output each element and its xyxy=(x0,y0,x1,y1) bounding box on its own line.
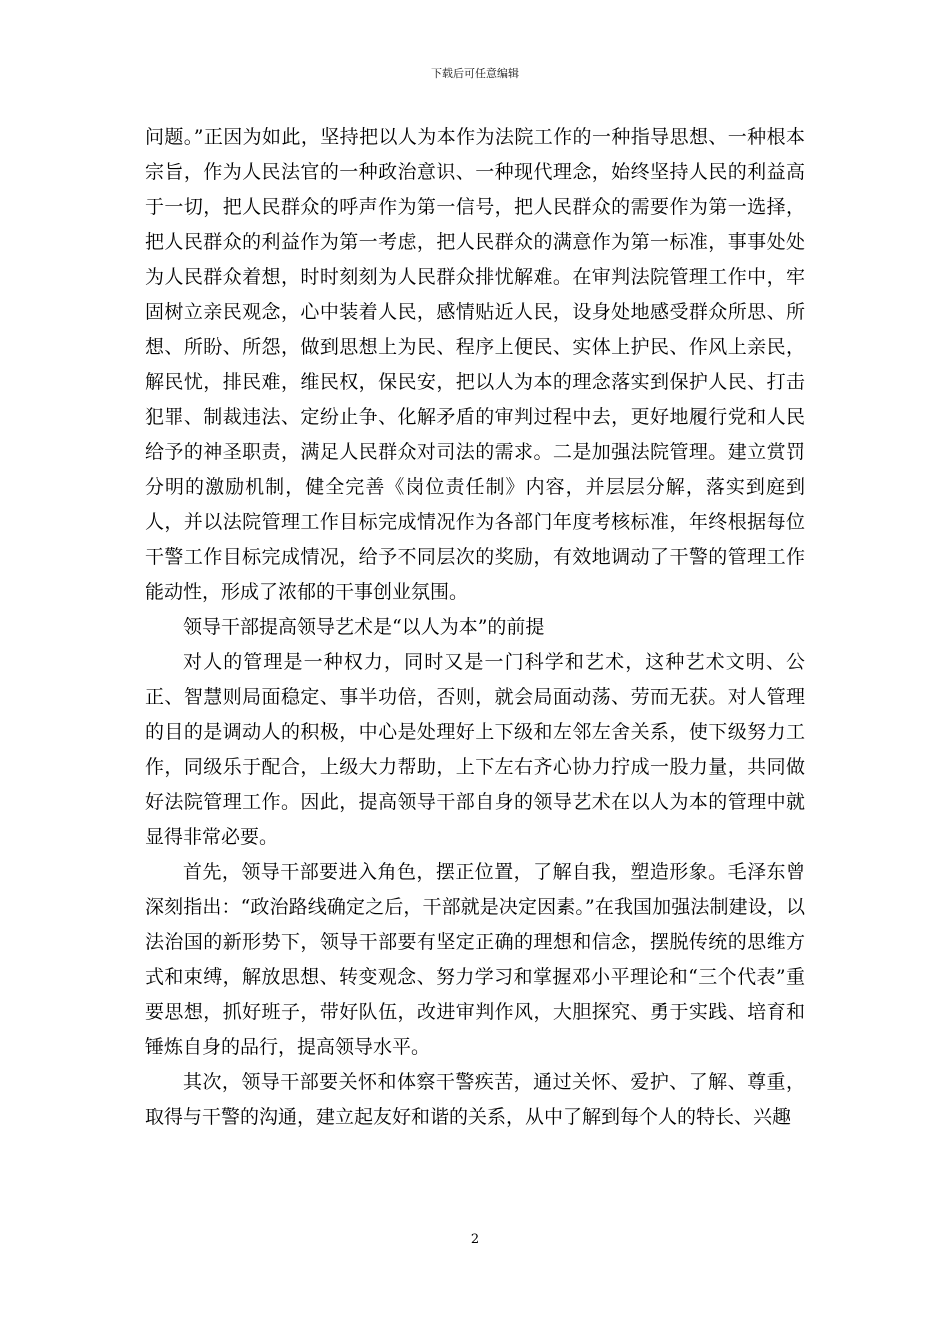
page-number: 2 xyxy=(470,1232,480,1247)
paragraph: 其次，领导干部要关怀和体察干警疾苦，通过关怀、爱护、了解、尊重，取得与干警的沟通，建立起友好和谐的关系，从中了解到每个人的特长、兴趣 xyxy=(145,1071,805,1128)
page-header: 下载后可任意编辑 xyxy=(431,67,519,80)
paragraph: 对人的管理是一种权力，同时又是一门科学和艺术，这种艺术文明、公正、智慧则局面稳定、事半功倍，否则，就会局面动荡、劳而无获。对人管理的目的是调动人的积极，中心是处理好上下级和左邻左舍关系，使下级努力工作，同级乐于配合，上级大力帮助，上下左右齐心协力拧成一股力量，共同做好法院管理工作。因此，提高领导干部自身的领导艺术在以人为本的管理中就显得非常必要。 xyxy=(145,651,805,848)
document-body xyxy=(145,120,805,1135)
paragraph-continued: 问题。”正因为如此，坚持把以人为本作为法院工作的一种指导思想、一种根本宗旨，作为人民法官的一种政治意识、一种现代理念，始终坚持人民的利益高于一切，把人民群众的呼声作为第一信号，把人民群众的需要作为第一选择，把人民群众的利益作为第一考虑，把人民群众的满意作为第一标准，事事处处为人民群众着想，时时刻刻为人民群众排忧解难。在审判法院管理工作中，牢固树立亲民观念，心中装着人民，感情贴近人民，设身处地感受群众所思、所想、所盼、所怨，做到思想上为民、程序上便民、实体上护民、作风上亲民，解民忧，排民难，维民权，保民安，把以人为本的理念落实到保护人民、打击犯罪、制裁违法、定纷止争、化解矛盾的审判过程中去，更好地履行党和人民给予的神圣职责，满足人民群众对司法的需求。二是加强法院管理。建立赏罚分明的激励机制，健全完善《岗位责任制》内容，并层层分解，落实到庭到人，并以法院管理工作目标完成情况作为各部门年度考核标准，年终根据每位干警工作目标完成情况，给予不同层次的奖励，有效地调动了干警的管理工作能动性，形成了浓郁的干事创业氛围。 xyxy=(145,126,805,603)
paragraph: 首先，领导干部要进入角色，摆正位置，了解自我，塑造形象。毛泽东曾深刻指出：“政治路线确定之后，干部就是决定因素。”在我国加强法制建设，以法治国的新形势下，领导干部要有坚定正确的理想和信念，摆脱传统的思维方式和束缚，解放思想、转变观念、努力学习和掌握邓小平理论和“三个代表”重要思想，抓好班子，带好队伍，改进审判作风，大胆探究、勇于实践、培育和锤炼自身的品行，提高领导水平。 xyxy=(145,861,805,1058)
section-heading: 领导干部提高领导艺术是“以人为本”的前提 xyxy=(183,616,545,638)
